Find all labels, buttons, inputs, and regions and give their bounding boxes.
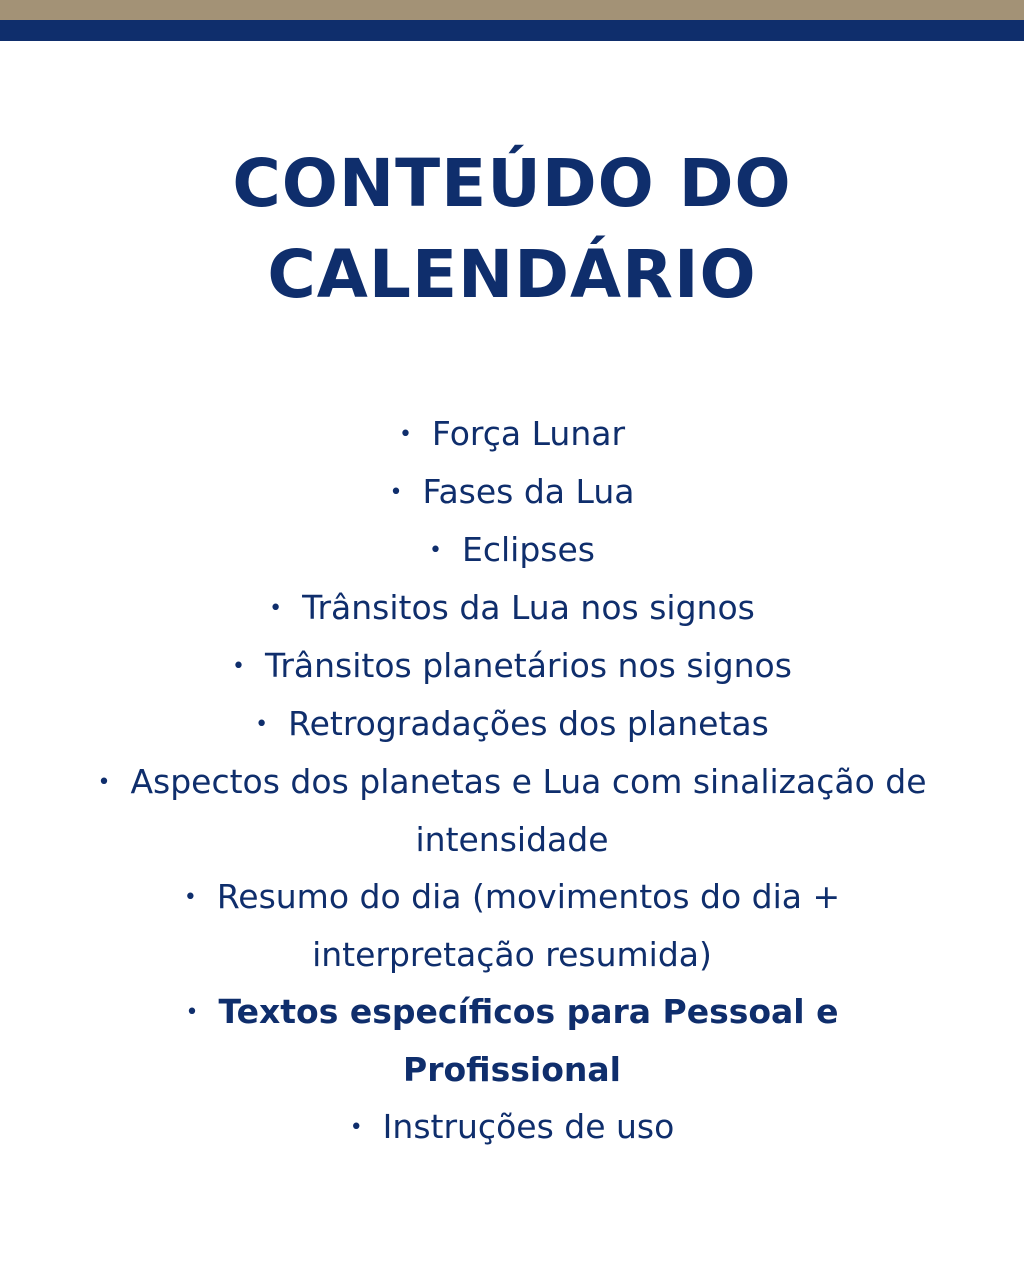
list-item-instrucoes-de-uso: [90, 1098, 934, 1156]
list-item-aspectos: [90, 753, 934, 868]
list-item-transitos-planetarios: [90, 637, 934, 695]
bullet-icon: •: [389, 480, 403, 505]
list-item-text: Textos específicos para Pessoal e Profissional: [218, 992, 839, 1089]
list-item-fases-da-lua: [90, 463, 934, 521]
list-item-transitos-da-lua: [90, 579, 934, 637]
page-title-line-2: CALENDÁRIO: [267, 236, 757, 313]
list-item-forca-lunar: [90, 405, 934, 463]
list-item-text: Fases da Lua: [422, 472, 635, 511]
bullet-icon: •: [232, 654, 246, 679]
bullet-icon: •: [429, 538, 442, 563]
list-item-textos-especificos: [90, 983, 934, 1098]
top-gold-stripe: [0, 0, 1024, 20]
list-item-text: Resumo do dia (movimentos do dia + interpretação resumida): [216, 877, 841, 974]
bullet-icon: •: [183, 885, 197, 910]
list-item-text: Aspectos dos planetas e Lua com sinalização de intensidade: [130, 762, 927, 859]
list-item-text: Força Lunar: [431, 414, 626, 453]
bullet-icon: •: [349, 1115, 363, 1140]
list-item-resumo-do-dia: [90, 868, 934, 983]
list-item-text: Trânsitos planetários nos signos: [265, 646, 792, 685]
list-item-text: Retrogradações dos planetas: [288, 704, 769, 743]
top-navy-stripe: [0, 20, 1024, 41]
bullet-icon: •: [255, 712, 269, 737]
list-item-text: Instruções de uso: [382, 1107, 675, 1146]
bullet-icon: •: [398, 422, 412, 447]
list-item-text: Eclipses: [462, 530, 595, 569]
page-title-line-1: CONTEÚDO DO: [232, 145, 792, 222]
list-item-retrogradacoes: [90, 695, 934, 753]
list-item-text: Trânsitos da Lua nos signos: [302, 588, 755, 627]
bullet-icon: •: [185, 1000, 199, 1025]
calendar-content-list: [90, 405, 934, 1156]
bullet-icon: •: [97, 770, 111, 795]
page-title: [0, 138, 1024, 320]
bullet-icon: •: [269, 596, 283, 621]
list-item-eclipses: [90, 521, 934, 579]
